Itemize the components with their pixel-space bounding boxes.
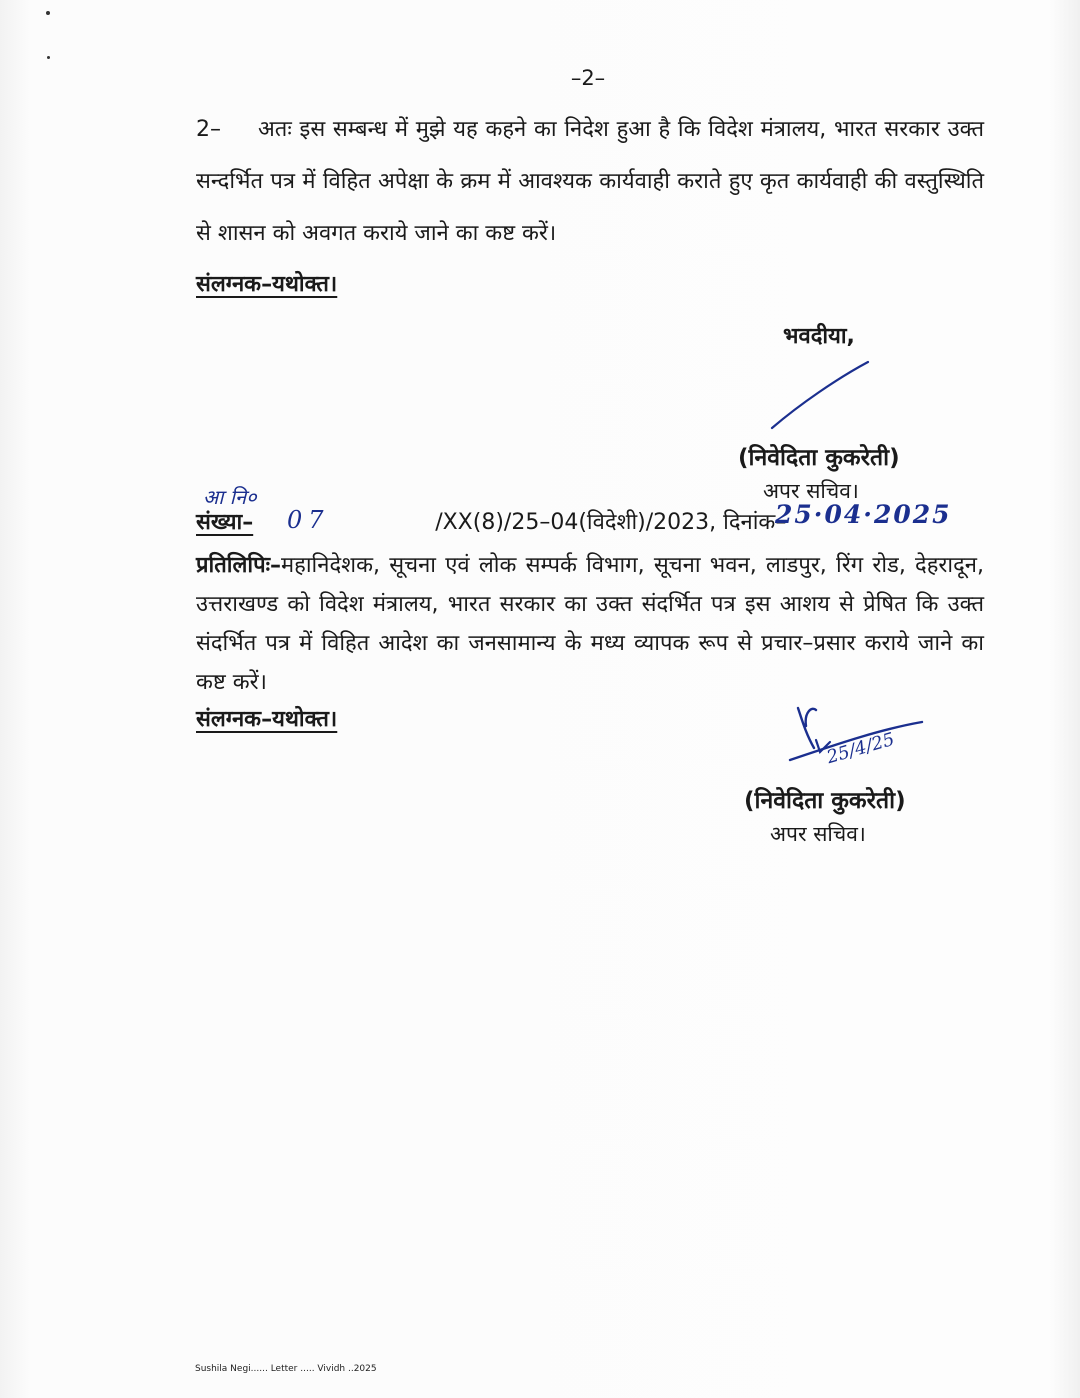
copy-paragraph [196,546,984,702]
enclosure-note-2: संलग्नक–यथोक्त। [196,707,338,732]
main-paragraph [196,104,984,260]
handwritten-date: 25·04·2025 [775,500,952,529]
reference-label: संख्या– [196,510,254,535]
reference-line [196,506,786,536]
copy-text: महानिदेशक, सूचना एवं लोक सम्पर्क विभाग, सूचना भवन, लाडपुर, रिंग रोड, देहरादून, उत्तराखण्ड को विदेश मंत्रालय, भारत सरकार का उक्त संदर्भित पत्र इस आशय से प्रेषित कि उक्त संदर्भित पत्र में विहित आदेश का जनसामान्य के मध्य व्यापक रूप से प्रचार–प्रसार कराये जाने का कष्ट करें। [196,553,984,695]
page-number: –2– [570,66,606,90]
paragraph-number: 2– [196,117,221,142]
handwritten-date-2: 25/4/25 [824,728,897,769]
signatory-designation: अपर सचिव। [763,479,859,503]
signatory-name: (निवेदिता कुकरेती) [738,445,900,471]
handwritten-number: 07 [287,506,330,534]
signatory-designation-2: अपर सचिव। [770,822,866,846]
signatory-name-2: (निवेदिता कुकरेती) [744,788,906,814]
reference-text: /XX(8)/25–04(विदेशी)/2023, दिनांक– [435,510,787,535]
signature-stroke [760,356,880,436]
footer-file-reference: Sushila Negi...... Letter ..... Vividh ..2025 [195,1364,377,1374]
handwritten-prefix: आ नि० [203,485,257,509]
scan-speck [46,11,50,15]
paragraph-text: अतः इस सम्बन्ध में मुझे यह कहने का निदेश हुआ है कि विदेश मंत्रालय, भारत सरकार उक्त सन्दर्भित पत्र में विहित अपेक्षा के क्रम में आवश्यक कार्यवाही कराते हुए कृत कार्यवाही की वस्तुस्थिति से शासन को अवगत कराये जाने का कष्ट करें। [196,117,984,246]
enclosure-note: संलग्नक–यथोक्त। [196,272,338,297]
scan-speck [47,56,50,59]
closing-salutation: भवदीया, [783,324,855,349]
copy-label: प्रतिलिपिः– [196,553,282,578]
